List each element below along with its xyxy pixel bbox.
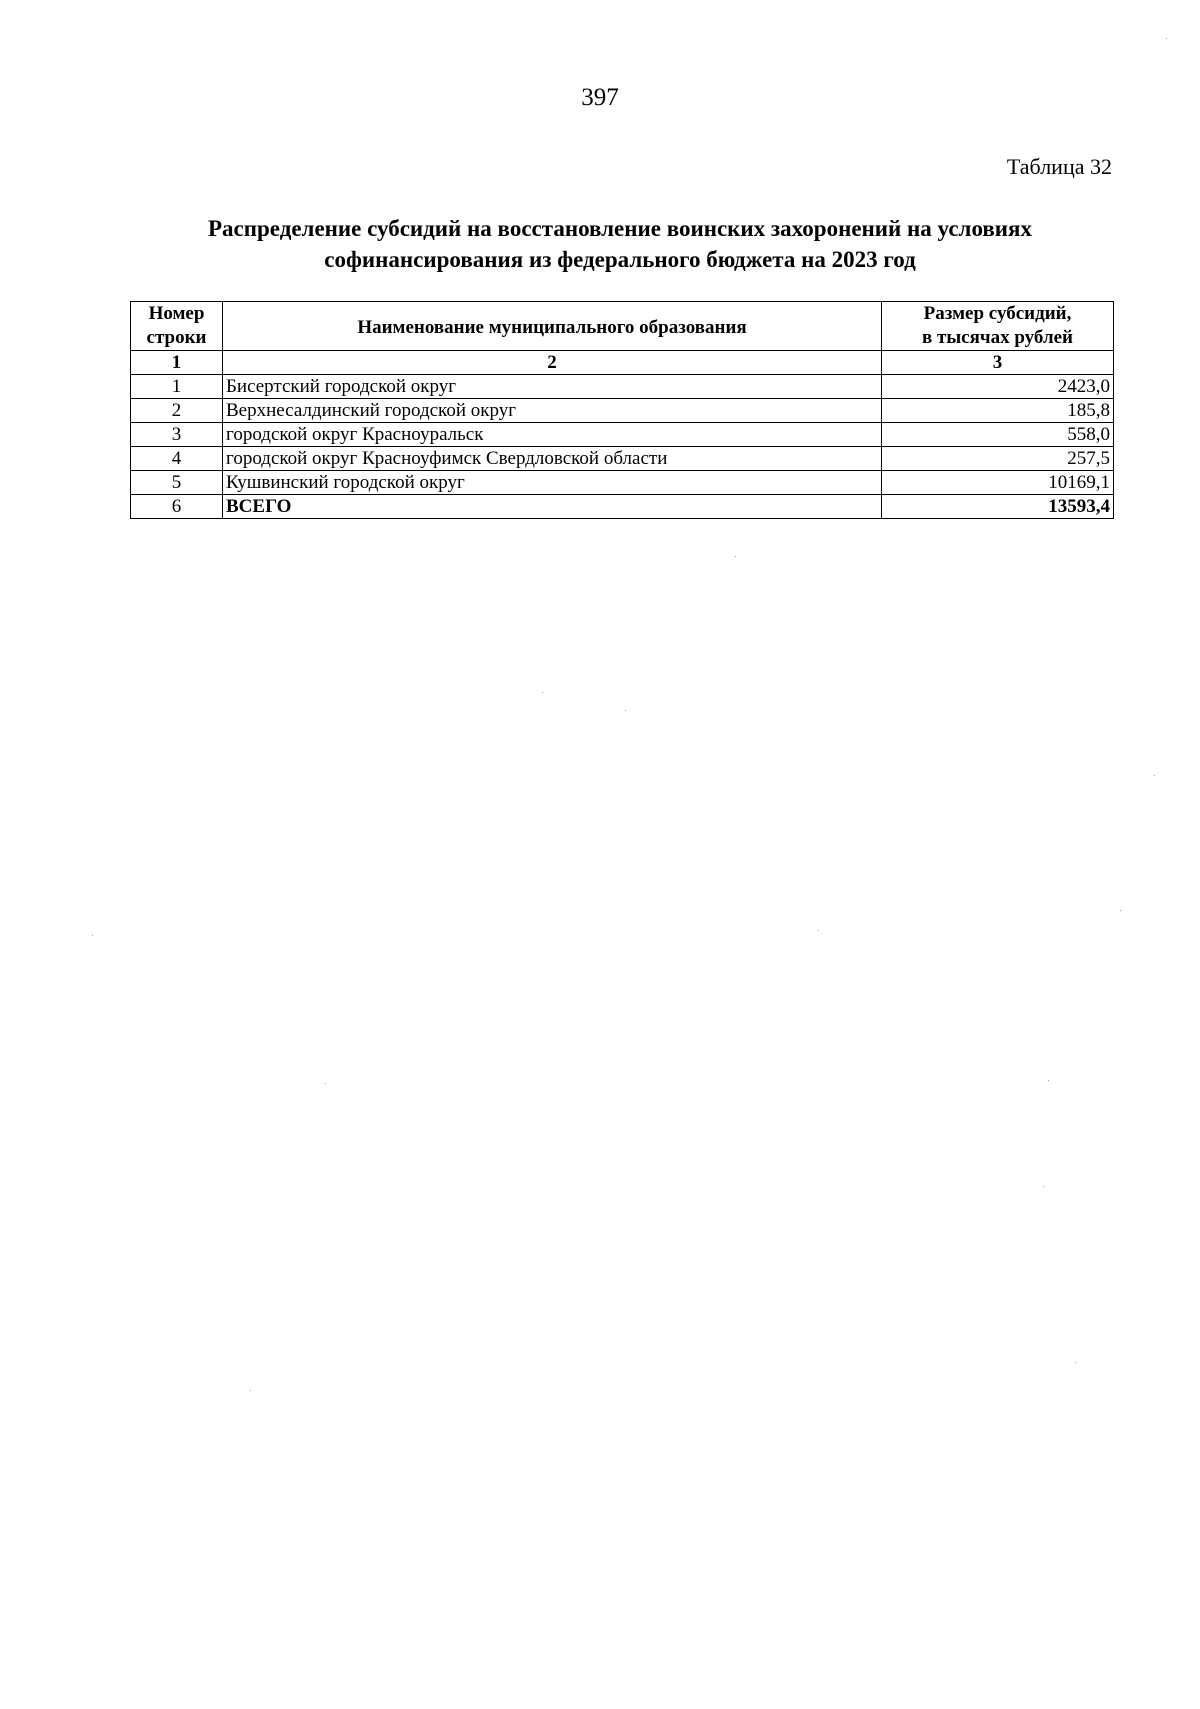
column-number-2: 2 (223, 351, 882, 375)
document-title-line-1: Распределение субсидий на восстановление воинских захоронений на условиях (207, 216, 1032, 241)
scan-speck (325, 1083, 326, 1084)
header-municipality-name: Наименование муниципального образования (223, 302, 882, 351)
row-number: 1 (131, 375, 223, 399)
subsidy-amount: 10169,1 (882, 471, 1114, 495)
municipality-name: городской округ Красноуфимск Свердловской области (223, 447, 882, 471)
scan-speck (250, 1390, 251, 1391)
total-label: ВСЕГО (223, 495, 882, 519)
scan-speck (92, 935, 93, 936)
scan-speck (625, 710, 626, 711)
document-title-line-2: софинансирования из федерального бюджета на 2023 год (324, 247, 916, 272)
table-row (131, 375, 1114, 399)
column-number-row (131, 351, 1114, 375)
header-row-number: Номер строки (131, 302, 223, 351)
table-row (131, 447, 1114, 471)
total-row-number: 6 (131, 495, 223, 519)
subsidy-table (130, 301, 1114, 519)
scan-speck (542, 692, 543, 693)
row-number: 5 (131, 471, 223, 495)
municipality-name: Кушвинский городской округ (223, 471, 882, 495)
municipality-name: Бисертский городской округ (223, 375, 882, 399)
scan-speck (1154, 775, 1155, 776)
scan-speck (1120, 910, 1121, 911)
column-number-3: 3 (882, 351, 1114, 375)
subsidy-amount: 558,0 (882, 423, 1114, 447)
table-row (131, 471, 1114, 495)
subsidy-amount: 257,5 (882, 447, 1114, 471)
header-subsidy-amount: Размер субсидий, в тысячах рублей (882, 302, 1114, 351)
row-number: 4 (131, 447, 223, 471)
subsidy-amount: 2423,0 (882, 375, 1114, 399)
table-label: Таблица 32 (1006, 154, 1112, 179)
scan-speck (1075, 1362, 1076, 1363)
total-amount: 13593,4 (882, 495, 1114, 519)
scan-speck (1048, 1080, 1049, 1081)
table-row (131, 399, 1114, 423)
municipality-name: городской округ Красноуральск (223, 423, 882, 447)
scan-speck (1166, 38, 1167, 39)
column-number-1: 1 (131, 351, 223, 375)
document-title (120, 213, 1120, 275)
page-number: 397 (581, 84, 619, 111)
table-row (131, 423, 1114, 447)
table-header-row (131, 302, 1114, 351)
total-row (131, 495, 1114, 519)
municipality-name: Верхнесалдинский городской округ (223, 399, 882, 423)
scan-speck (1043, 1186, 1044, 1187)
scan-speck (818, 930, 819, 931)
row-number: 3 (131, 423, 223, 447)
row-number: 2 (131, 399, 223, 423)
subsidy-amount: 185,8 (882, 399, 1114, 423)
scan-speck (735, 556, 736, 557)
